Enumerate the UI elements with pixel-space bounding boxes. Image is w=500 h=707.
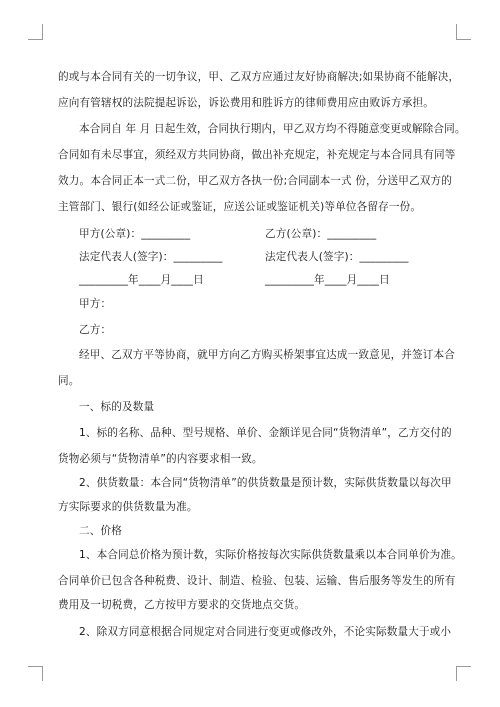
preamble-line: 同。 bbox=[58, 375, 80, 387]
body-line: 效力。本合同正本一式二份，甲乙双方各执一份;合同副本一式 份，分送甲乙双方的 bbox=[58, 175, 453, 187]
body-line: 2、除双方同意根据合同规定对合同进行变更或修改外，不论实际数量大于或小 bbox=[79, 626, 452, 638]
party-a-date-field: _________年____月____日 bbox=[79, 274, 204, 286]
body-line: 方实际要求的供货数量为准。 bbox=[58, 501, 198, 513]
body-line: 1、本合同总价格为预计数，实际价格按每次实际供货数量乘以本合同单价为准。 bbox=[79, 549, 462, 561]
body-line: 合同如有未尽事宜，须经双方共同协商，做出补充规定，补充规定与本合同具有同等 bbox=[58, 149, 456, 161]
preamble-line: 经甲、乙双方平等协商，就甲方向乙方购买桥架事宜达成一致意见，并签订本合 bbox=[79, 349, 456, 361]
body-line: 应向有管辖权的法院提起诉讼，诉讼费用和胜诉方的律师费用应由败诉方承担。 bbox=[58, 97, 435, 109]
party-b-date-field: _________年____月____日 bbox=[265, 274, 390, 286]
party-a-seal-field: 甲方(公章)：_________ bbox=[79, 228, 191, 240]
party-b-representative-field: 法定代表人(签字)：_________ bbox=[265, 251, 409, 263]
body-line: 主管部门、银行(如经公证或鉴证，应送公证或鉴证机关)等单位各留存一份。 bbox=[58, 201, 422, 213]
body-line: 2、供货数量：本合同“货物清单”的供货数量是预计数，实际供货数量以每次甲 bbox=[79, 477, 452, 489]
party-b-label: 乙方： bbox=[79, 324, 112, 336]
section-heading: 二、价格 bbox=[79, 525, 122, 537]
party-b-seal-field: 乙方(公章)：_________ bbox=[265, 228, 377, 240]
body-line: 合同单价已包含各种税费、设计、制造、检验、包装、运输、售后服务等发生的所有 bbox=[58, 575, 456, 587]
party-a-representative-field: 法定代表人(签字)：_________ bbox=[79, 251, 223, 263]
body-line: 的或与本合同有关的一切争议，甲、乙双方应通过友好协商解决;如果协商不能解决， bbox=[58, 71, 460, 83]
section-heading: 一、标的及数量 bbox=[79, 401, 155, 413]
party-a-label: 甲方： bbox=[79, 298, 112, 310]
body-line: 货物必须与“货物清单”的内容要求相一致。 bbox=[58, 453, 263, 465]
body-line: 1、标的名称、品种、型号规格、单价、金额详见合同“货物清单”，乙方交付的 bbox=[79, 427, 452, 439]
body-line: 费用及一切税费，乙方按甲方要求的交货地点交货。 bbox=[58, 599, 306, 611]
body-line: 本合同自 年 月 日起生效，合同执行期内，甲乙双方均不得随意变更或解除合同。 bbox=[79, 123, 466, 135]
